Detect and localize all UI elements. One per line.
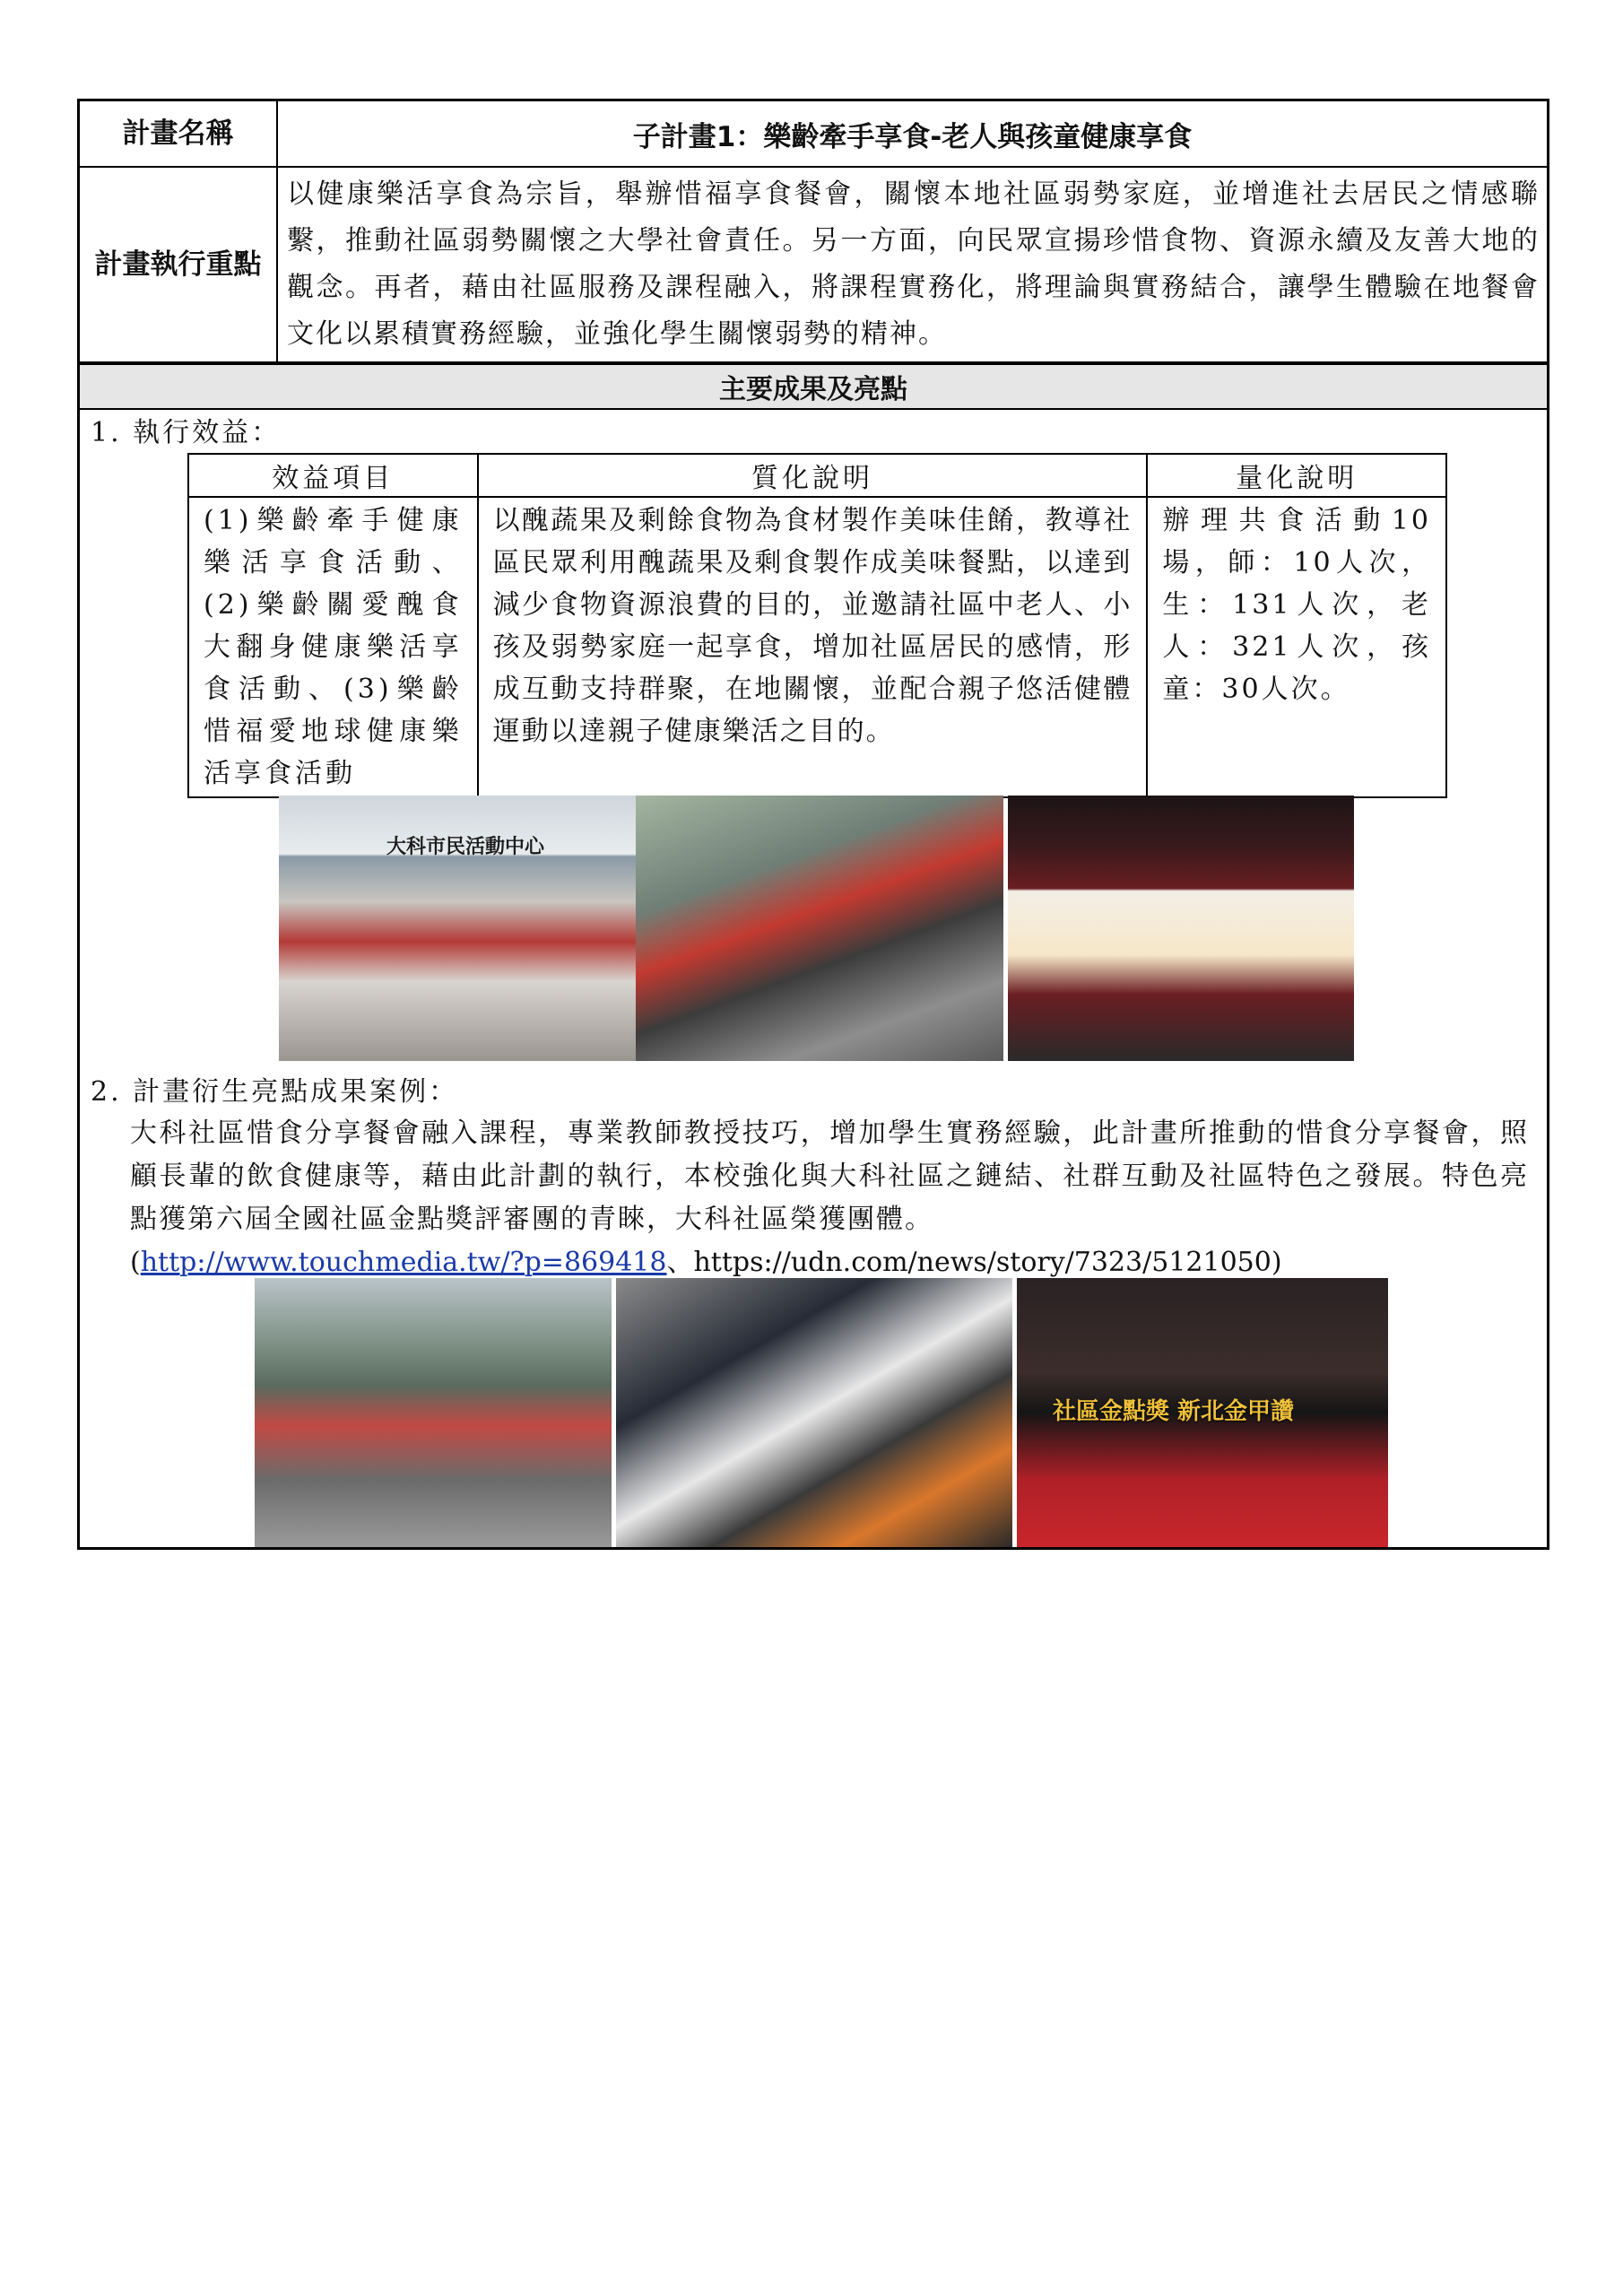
plan-focus-text: 以健康樂活享食為宗旨，舉辦惜福享食餐會，關懷本地社區弱勢家庭，並增進社去居民之情感聯繫，推動社區弱勢關懷之大學社會責任。另一方面，向民眾宣揚珍惜食物、資源永續及友善大地的觀念。再者，藉由社區服務及課程融入，將課程實務化，將理論與實務結合，讓學生體驗在地餐會文化以累積實務經驗，並強化學生關懷弱勢的精神。 bbox=[287, 178, 1540, 350]
plan-name-row bbox=[80, 101, 1547, 168]
touchmedia-link[interactable]: http://www.touchmedia.tw/?p=869418 bbox=[140, 1247, 667, 1278]
benefit-table bbox=[187, 453, 1447, 798]
photo-community-center-group bbox=[279, 796, 636, 1061]
plan-name-label: 計畫名稱 bbox=[80, 101, 278, 166]
results-section-title: 主要成果及亮點 bbox=[80, 365, 1547, 410]
highlight-text: 大科社區惜食分享餐會融入課程，專業教師教授技巧，增加學生實務經驗，此計畫所推動的惜食分享餐會，照顧長輩的飲食健康等，藉由此計劃的執行，本校強化與大科社區之鏈結、社群互動及社區特色之發展。特色亮點獲第六屆全國社區金點獎評審團的青睞，大科社區榮獲團體。 bbox=[130, 1118, 1529, 1235]
photo-caption: 大科市民活動中心 bbox=[386, 836, 545, 858]
benefit-table-header-row bbox=[188, 454, 1446, 497]
benefit-item-cell: (1)樂齡牽手健康樂活享食活動、(2)樂齡關愛醜食大翻身健康樂活享食活動、(3)樂齡惜福愛地球健康樂活享食活動 bbox=[188, 497, 478, 797]
benefits-heading: 1. 執行效益： bbox=[91, 417, 282, 448]
benefit-col-qualitative-header: 質化說明 bbox=[478, 454, 1148, 497]
photo-students-cooking bbox=[616, 1278, 1012, 1547]
highlight-paragraph bbox=[130, 1112, 1529, 1284]
plan-focus-row bbox=[80, 168, 1547, 365]
plan-name-value: 子計畫1：樂齡牽手享食-老人與孩童健康享食 bbox=[632, 120, 1193, 153]
plan-focus-label: 計畫執行重點 bbox=[80, 168, 278, 361]
plan-table bbox=[77, 99, 1549, 1550]
table-row bbox=[188, 497, 1446, 797]
photo-dancing-activity bbox=[636, 796, 1003, 1061]
benefit-qualitative-cell: 以醜蔬果及剩餘食物為食材製作美味佳餚，教導社區民眾利用醜蔬果及剩食製作成美味餐點，以達到減少食物資源浪費的目的，並邀請社區中老人、小孩及弱勢家庭一起享食，增加社區居民的感情，形成互動支持群聚，在地關懷，並配合親子悠活健體運動以達親子健康樂活之目的。 bbox=[478, 497, 1148, 797]
results-content bbox=[80, 410, 1547, 1547]
benefit-col-item-header: 效益項目 bbox=[188, 454, 478, 497]
photo-outdoor-buffet bbox=[255, 1278, 612, 1547]
photo-award-banner-group bbox=[1017, 1278, 1388, 1547]
highlight-heading: 2. 計畫衍生亮點成果案例： bbox=[91, 1076, 459, 1108]
link-open: ( bbox=[130, 1247, 141, 1278]
photo-caption: 社區金點獎 新北金甲讚 bbox=[1053, 1398, 1295, 1425]
photo-stage-presentation bbox=[1008, 796, 1354, 1061]
benefit-col-quantitative-header: 量化說明 bbox=[1147, 454, 1446, 497]
benefit-quantitative-cell: 辦理共食活動10場，師：10人次，生：131人次，老人：321人次，孩童：30人次。 bbox=[1147, 497, 1446, 797]
udn-link[interactable]: 、https://udn.com/news/story/7323/5121050) bbox=[666, 1247, 1282, 1278]
